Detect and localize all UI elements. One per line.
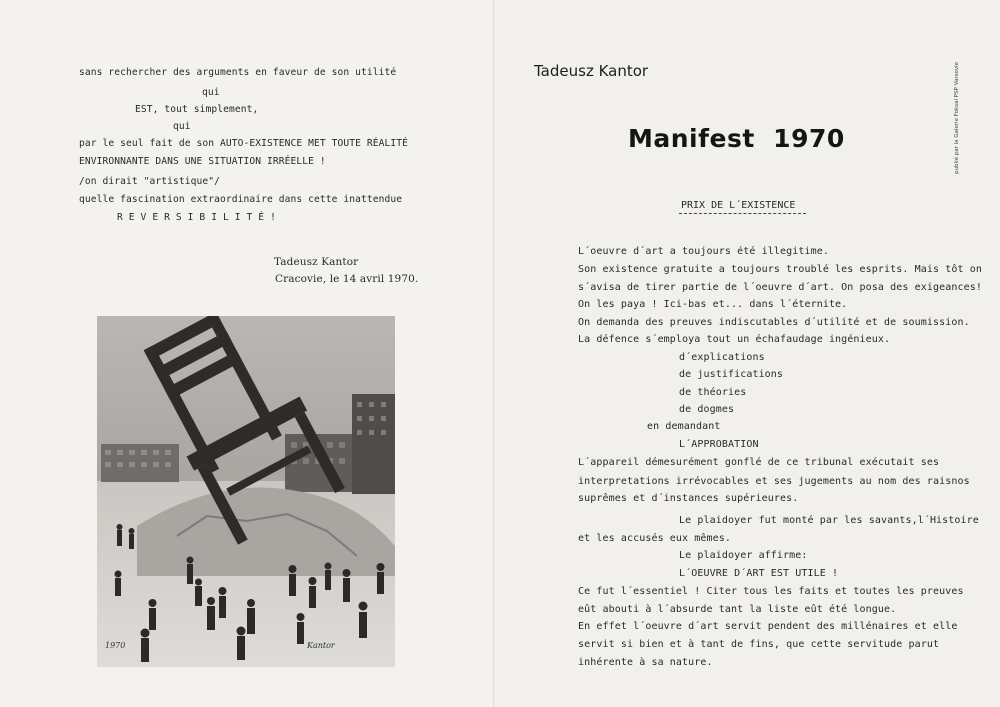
poem-line: EST, tout simplement, — [135, 104, 259, 115]
text-line: Le plaidoyer affirme: — [679, 550, 808, 561]
text-line: Le plaidoyer fut monté par les savants,l´Histoire — [679, 515, 979, 526]
chair-photograph — [97, 316, 395, 667]
left-page — [0, 0, 495, 707]
text-line: On demanda des preuves indiscutables d´utilité et de soumission. — [578, 317, 970, 328]
text-line: interpretations irrévocables et ses jugements au nom des raisnos — [578, 476, 970, 487]
right-page — [495, 0, 1000, 707]
text-line: suprêmes et d´instances supérieures. — [578, 493, 799, 504]
text-line: L´OEUVRE D´ART EST UTILE ! — [679, 568, 839, 579]
text-line: Son existence gratuite a toujours troublé les esprits. Mais tôt on — [578, 264, 982, 275]
text-line: eût abouti à l´absurde tant la liste eût été longue. — [578, 604, 897, 615]
poem-line: REVERSIBILITÉ! — [117, 212, 282, 223]
poem-line: quelle fascination extraordinaire dans cette inattendue — [79, 194, 403, 205]
section-title: PRIX DE L´EXISTENCE — [681, 200, 796, 211]
text-line: servit si bien et à tant de fins, que cette servitude parut — [578, 639, 940, 650]
poem-line: par le seul fait de son AUTO-EXISTENCE MET TOUTE RÉALITÉ — [79, 138, 409, 149]
text-line: Ce fut l´essentiel ! Citer tous les faits et toutes les preuves — [578, 586, 964, 597]
text-line: La défence s´employa tout un échafaudage ingénieux. — [578, 334, 891, 345]
poem-line: ENVIRONNANTE DANS UNE SITUATION IRRÉELLE ! — [79, 156, 326, 167]
text-line: de dogmes — [679, 404, 735, 415]
text-line: de théories — [679, 387, 747, 398]
text-line: d´explications — [679, 352, 765, 363]
text-line: en demandant — [647, 421, 721, 432]
manifest-title: Manifest 1970 — [628, 124, 845, 153]
text-line: inhérente à sa nature. — [578, 657, 713, 668]
signature-place-date: Cracovie, le 14 avril 1970. — [275, 273, 419, 285]
text-line: L´APPROBATION — [679, 439, 759, 450]
poem-line: qui — [202, 87, 220, 98]
photo-caption-signature: Kantor — [307, 641, 335, 650]
text-line: En effet l´oeuvre d´art servit pendent des millénaires et elle — [578, 621, 958, 632]
text-line: On les paya ! Ici-bas et... dans l´éternite. — [578, 299, 848, 310]
text-line: L´oeuvre d´art a toujours été illegitime. — [578, 246, 829, 257]
poem-line: qui — [173, 121, 191, 132]
photo-caption-year: 1970 — [105, 641, 126, 650]
author-name: Tadeusz Kantor — [534, 62, 649, 80]
text-line: de justifications — [679, 369, 784, 380]
text-line: s´avisa de tirer partie de l´oeuvre d´art. On posa des exigeances! — [578, 282, 982, 293]
text-line: et les accusés eux mêmes. — [578, 533, 732, 544]
poem-line: sans rechercher des arguments en faveur de son utilité — [79, 67, 397, 78]
signature-name: Tadeusz Kantor — [274, 256, 359, 268]
text-line: L´appareil démesurément gonflé de ce tribunal exécutait ses — [578, 457, 940, 468]
publisher-credit: publié par la Galerie Foksal PSP Varsovie — [954, 62, 960, 174]
title-underline — [679, 213, 806, 214]
poem-line: /on dirait "artistique"/ — [79, 176, 221, 187]
